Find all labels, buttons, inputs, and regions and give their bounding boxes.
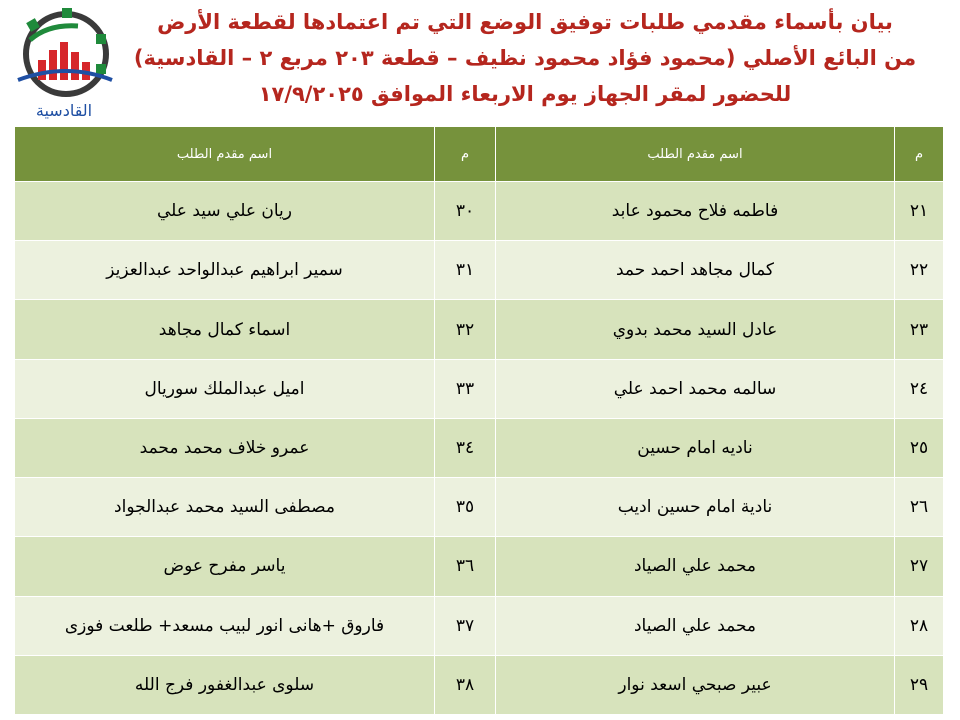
row-number: ٢٥ (895, 418, 944, 477)
row-number: ٣٦ (435, 537, 496, 596)
title-line-1: بيان بأسماء مقدمي طلبات توفيق الوضع التي تم اعتمادها لقطعة الأرض (157, 10, 893, 34)
table-row (15, 655, 944, 714)
logo-city-name: القادسية (35, 101, 93, 120)
applicant-name: عبير صبحي اسعد نوار (496, 655, 895, 714)
header-name-left: اسم مقدم الطلب (15, 127, 435, 182)
applicant-name: فاطمه فلاح محمود عابد (496, 182, 895, 241)
row-number: ٢٩ (895, 655, 944, 714)
city-logo (8, 4, 120, 120)
table-row (15, 537, 944, 596)
city-gear-logo-icon (8, 4, 120, 100)
applicant-name: سمير ابراهيم عبدالواحد عبدالعزيز (15, 241, 435, 300)
applicant-name: مصطفى السيد محمد عبدالجواد (15, 478, 435, 537)
row-number: ٣٣ (435, 359, 496, 418)
applicant-name: سلوى عبدالغفور فرج الله (15, 655, 435, 714)
header-name-right: اسم مقدم الطلب (496, 127, 895, 182)
table-header-row (15, 127, 944, 182)
table-row (15, 418, 944, 477)
table-row (15, 182, 944, 241)
row-number: ٣٢ (435, 300, 496, 359)
table-row (15, 359, 944, 418)
applicant-name: نادية امام حسين اديب (496, 478, 895, 537)
row-number: ٣٤ (435, 418, 496, 477)
applicant-name: عمرو خلاف محمد محمد (15, 418, 435, 477)
table-row (15, 596, 944, 655)
applicant-name: عادل السيد محمد بدوي (496, 300, 895, 359)
applicant-name: محمد علي الصياد (496, 596, 895, 655)
table-row (15, 241, 944, 300)
applicant-name: كمال مجاهد احمد حمد (496, 241, 895, 300)
row-number: ٢٣ (895, 300, 944, 359)
applicant-name: ريان علي سيد علي (15, 182, 435, 241)
row-number: ٣٠ (435, 182, 496, 241)
row-number: ٣٧ (435, 596, 496, 655)
row-number: ٢٦ (895, 478, 944, 537)
row-number: ٢٢ (895, 241, 944, 300)
row-number: ٣٥ (435, 478, 496, 537)
header-number-left: م (435, 127, 496, 182)
table-row (15, 478, 944, 537)
title-line-3: للحضور لمقر الجهاز يوم الاربعاء الموافق ١٧/٩/٢٠٢٥ (258, 82, 792, 106)
applicants-table (14, 126, 944, 715)
applicant-name: اميل عبدالملك سوريال (15, 359, 435, 418)
header-number-right: م (895, 127, 944, 182)
document-header (130, 4, 920, 112)
table-row (15, 300, 944, 359)
row-number: ٢١ (895, 182, 944, 241)
row-number: ٣١ (435, 241, 496, 300)
title-line-2: من البائع الأصلي (محمود فؤاد محمود نظيف – قطعة ٢٠٣ مربع ٢ – القادسية) (133, 46, 917, 70)
applicant-name: محمد علي الصياد (496, 537, 895, 596)
row-number: ٢٤ (895, 359, 944, 418)
row-number: ٣٨ (435, 655, 496, 714)
applicant-name: سالمه محمد احمد علي (496, 359, 895, 418)
applicant-name: ناديه امام حسين (496, 418, 895, 477)
applicant-name: فاروق +هانى انور لبيب مسعد+ طلعت فوزى (15, 596, 435, 655)
applicant-name: ياسر مفرح عوض (15, 537, 435, 596)
row-number: ٢٧ (895, 537, 944, 596)
row-number: ٢٨ (895, 596, 944, 655)
applicant-name: اسماء كمال مجاهد (15, 300, 435, 359)
